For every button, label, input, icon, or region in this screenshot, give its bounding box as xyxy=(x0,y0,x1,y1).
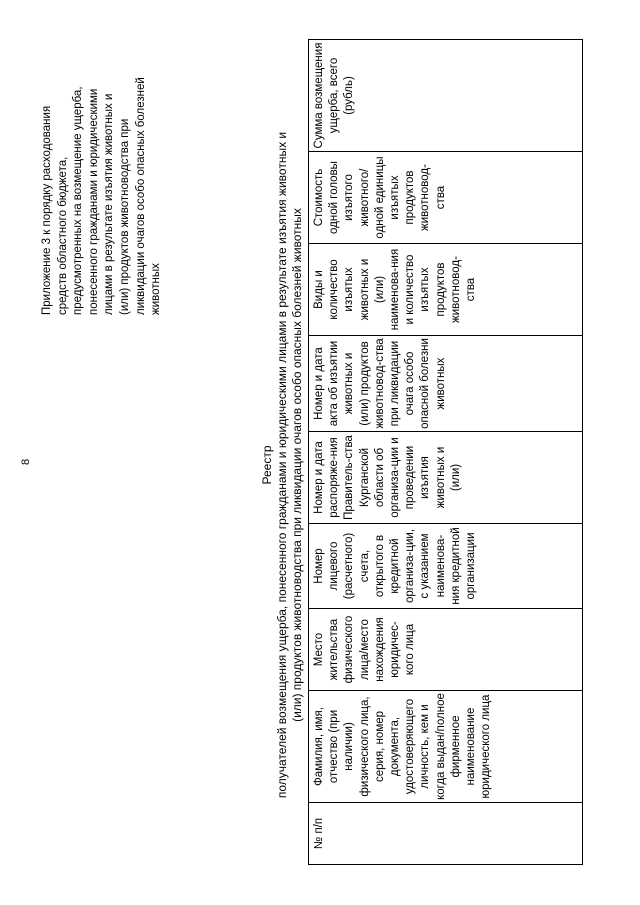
column-government-order: Номер и дата распоряже-ния Правитель-ства Курганской области об организа-ции и проведении изъятия животных и (или) xyxy=(309,432,583,524)
column-address: Место жительства физического лица/место нахождения юридичес-кого лица xyxy=(309,609,583,691)
registry-table xyxy=(308,39,583,865)
column-bank-account: Номер лицевого (расчетного) счета, открытого в кредитной организа-ции, с указанием наименова-ния кредитной организации xyxy=(309,524,583,609)
column-seizure-act: Номер и дата акта об изъятии животных и (или) продуктов животновод-ства при ликвидации очага особо опасной болезни животных xyxy=(309,336,583,432)
column-recipient-name: Фамилия, имя, отчество (при наличии) физического лица, серия, номер документа, удостоверяющего личность, кем и когда выдан/полное фирменное наименование юридического лица xyxy=(309,691,583,803)
page-number: 8 xyxy=(20,458,32,465)
appendix-note: Приложение 3 к порядку расходования средств областного бюджета, предусмотренных на возмещение ущерба, понесенного гражданами и юридическими лицами в результате изъятия животных и (или) продуктов животноводства при ликвидации очагов особо опасных болезней животных xyxy=(41,77,163,315)
table-header-row xyxy=(309,40,583,865)
title-heading: Реестр xyxy=(260,445,274,485)
column-number: № п/п xyxy=(309,803,583,865)
column-total-compensation: Сумма возмещения ущерба, всего (рубль) xyxy=(309,40,583,152)
title-line-2: (или) продуктов животноводства при ликвидации очагов особо опасных болезней животных xyxy=(290,208,304,722)
registry-title xyxy=(260,65,305,865)
title-line-1: получателей возмещения ущерба, понесенного гражданами и юридическими лицами в результате изъятия животных и xyxy=(275,131,289,799)
column-unit-cost: Стоимость одной головы изъятого животного/ одной единицы изъятых продуктов животновод-ства xyxy=(309,152,583,244)
column-animals-products: Виды и количество изъятых животных и (или) наименова-ния и количество изъятых продуктов животновод-ства xyxy=(309,244,583,336)
